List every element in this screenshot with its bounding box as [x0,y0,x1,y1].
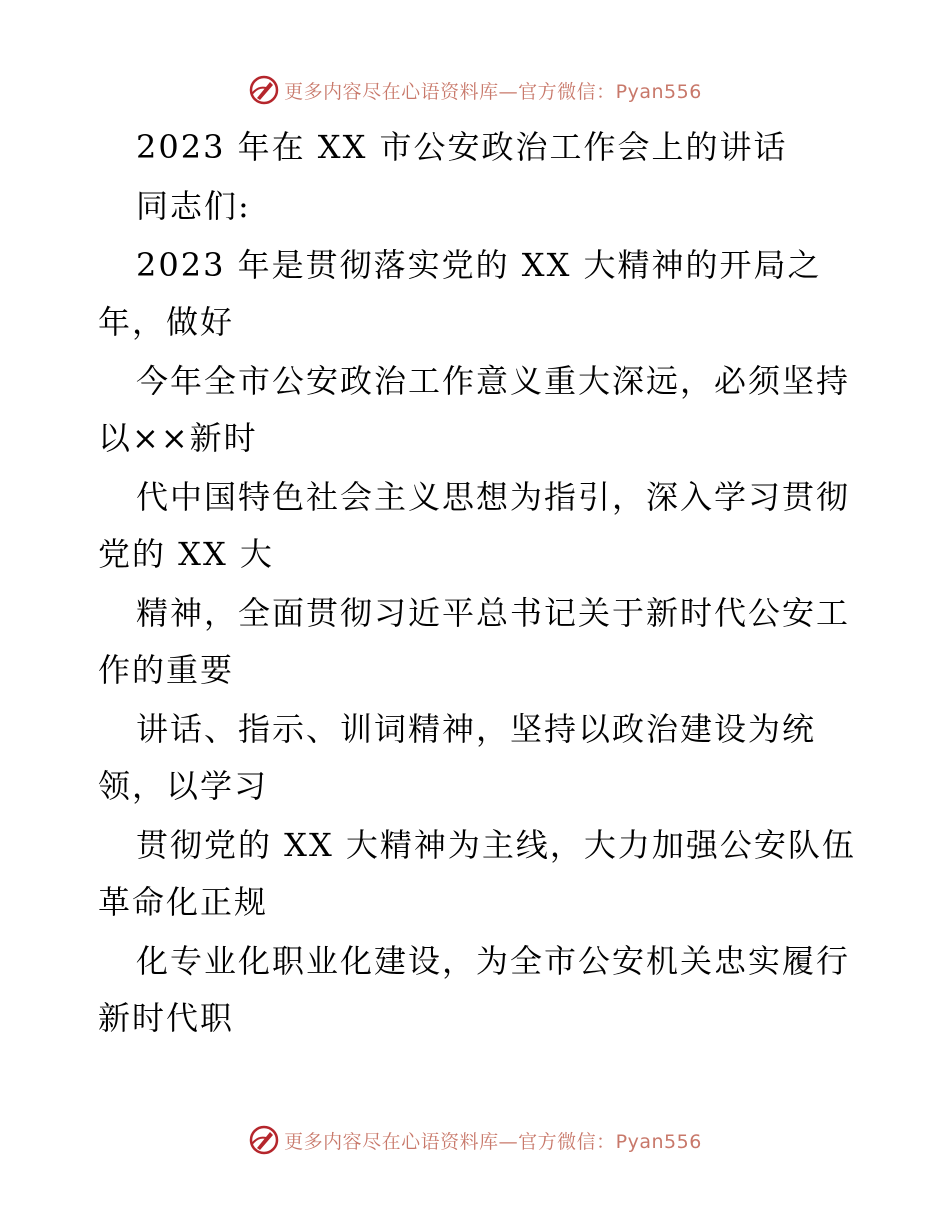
paragraph-line: 代中国特色社会主义思想为指引，深入学习贯彻 [136,478,851,516]
paragraph-line: 党的 XX 大 [98,535,274,573]
paragraph-line: 讲话、指示、训词精神，坚持以政治建设为统 [136,710,817,748]
paragraph-line: 作的重要 [98,651,235,689]
paragraph-line: 2023 年是贯彻落实党的 XX 大精神的开局之 [136,246,822,284]
paragraph-line: 贯彻党的 XX 大精神为主线，大力加强公安队伍 [136,826,856,864]
footer-banner [0,1120,950,1160]
header-banner-text: 更多内容尽在心语资料库—官方微信：Pyan556 [284,80,702,103]
header-banner-handle: Pyan556 [615,80,702,103]
paragraph-line: 精神，全面贯彻习近平总书记关于新时代公安工 [136,594,851,632]
footer-banner-handle: Pyan556 [615,1130,702,1153]
footer-banner-text: 更多内容尽在心语资料库—官方微信：Pyan556 [284,1130,702,1153]
paragraph-line: 新时代职 [98,999,235,1037]
salutation: 同志们: [136,187,251,225]
paragraph-line: 以××新时 [98,419,258,457]
document-title: 2023 年在 XX 市公安政治工作会上的讲话 [136,128,788,166]
paragraph-line: 领，以学习 [98,767,269,805]
paragraph-line: 年，做好 [98,303,235,341]
paragraph-line: 化专业化职业化建设，为全市公安机关忠实履行 [136,942,851,980]
paragraph-line: 革命化正规 [98,883,269,921]
red-quill-logo-icon [248,1124,280,1156]
paragraph-line: 今年全市公安政治工作意义重大深远，必须坚持 [136,362,851,400]
